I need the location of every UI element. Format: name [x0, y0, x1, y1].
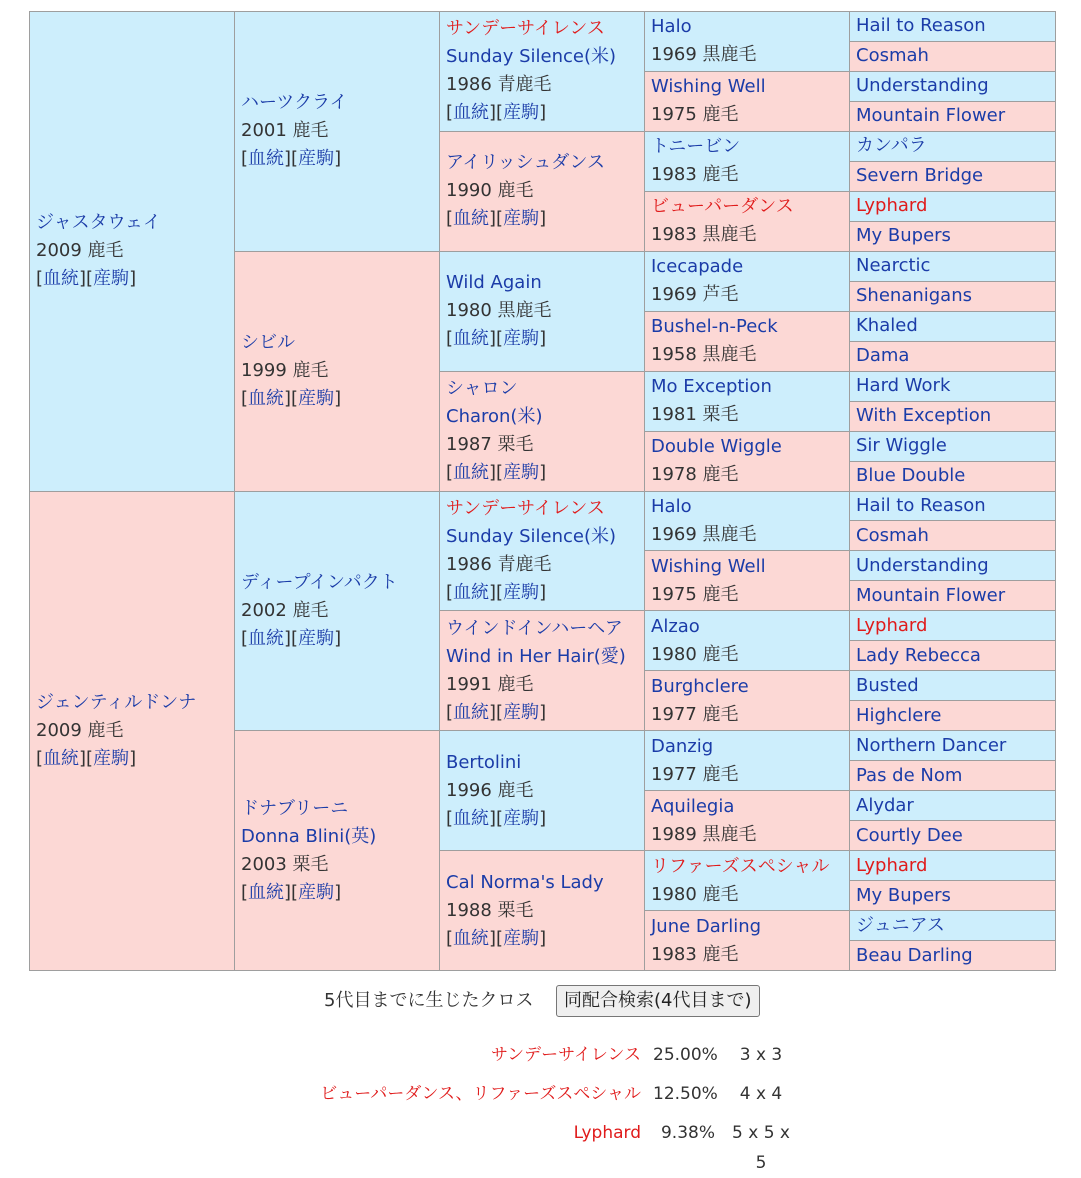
cross-heading: 5代目までに生じたクロス: [324, 990, 534, 1011]
pedigree-cell-gen5: [850, 101, 1056, 131]
horse-name-link[interactable]: Wishing Well: [651, 555, 766, 577]
pedigree-cell-gen4: [645, 311, 850, 371]
offspring-link[interactable]: 産駒: [503, 807, 540, 829]
horse-name-link[interactable]: Mountain Flower: [856, 584, 1006, 606]
horse-name-link[interactable]: Highclere: [856, 704, 942, 726]
horse-name-link[interactable]: ジェンティルドンナ: [36, 691, 197, 713]
offspring-link[interactable]: 産駒: [503, 581, 540, 603]
pedigree-cell-gen3: [440, 851, 645, 971]
pedigree-link[interactable]: 血統: [248, 627, 285, 649]
offspring-link[interactable]: 産駒: [93, 747, 130, 769]
horse-name-link[interactable]: ジュニアス: [856, 914, 945, 936]
pedigree-cell-gen4: [645, 611, 850, 671]
horse-name-link[interactable]: Lady Rebecca: [856, 644, 981, 666]
cross-generations: 3 x 3: [739, 1045, 783, 1065]
pedigree-link[interactable]: 血統: [453, 102, 490, 124]
horse-name-link[interactable]: シビル: [241, 332, 295, 354]
pedigree-cell-gen4: [645, 191, 850, 251]
cross-horse-name[interactable]: Lyphard: [573, 1123, 641, 1143]
horse-name-link[interactable]: Mo Exception: [651, 376, 772, 398]
horse-links: [血統][産駒]: [446, 328, 547, 350]
pedigree-cell-gen2: [235, 12, 440, 252]
pedigree-cell-gen3: [440, 491, 645, 611]
horse-birth-info: 1977 鹿毛: [651, 763, 739, 785]
horse-name-link[interactable]: Cosmah: [856, 524, 929, 546]
pedigree-cell-gen5: [850, 221, 1056, 251]
pedigree-link[interactable]: 血統: [453, 581, 490, 603]
horse-links: [血統][産駒]: [446, 102, 547, 124]
offspring-link[interactable]: 産駒: [503, 328, 540, 350]
pedigree-link[interactable]: 血統: [248, 881, 285, 903]
horse-foreign-name-link[interactable]: Sunday Silence(米): [446, 525, 616, 547]
horse-name-link[interactable]: Burghclere: [651, 675, 749, 697]
horse-links: [血統][産駒]: [446, 581, 547, 603]
pedigree-link[interactable]: 血統: [43, 268, 80, 290]
cross-generations: 5 x 5 x 5: [732, 1123, 790, 1173]
horse-name-link[interactable]: Severn Bridge: [856, 165, 984, 187]
pedigree-cell-gen5: [850, 41, 1056, 71]
horse-name-link[interactable]: ドナブリーニ: [241, 797, 349, 819]
horse-name-link[interactable]: Northern Dancer: [856, 734, 1007, 756]
horse-links: [血統][産駒]: [36, 747, 137, 769]
cross-percent: 25.00%: [653, 1045, 718, 1065]
pedigree-cell-gen4: [645, 71, 850, 131]
pedigree-cell-gen1: [30, 491, 235, 971]
horse-birth-info: 1980 鹿毛: [651, 883, 739, 905]
pedigree-cell-gen5: [850, 851, 1056, 881]
pedigree-cell-gen5: [850, 311, 1056, 341]
horse-name-link[interactable]: Wild Again: [446, 272, 542, 294]
horse-foreign-name-link[interactable]: Donna Blini(英): [241, 825, 377, 847]
same-mating-search-button[interactable]: 同配合検索(4代目まで): [556, 985, 760, 1017]
pedigree-link[interactable]: 血統: [453, 927, 490, 949]
horse-name-link[interactable]: Bertolini: [446, 751, 522, 773]
horse-name-link[interactable]: ウインドインハーヘア: [446, 617, 623, 639]
pedigree-cell-gen5: [850, 761, 1056, 791]
horse-birth-info: 1980 黒鹿毛: [446, 300, 552, 322]
horse-name-link[interactable]: シャロン: [446, 378, 518, 400]
horse-name-link[interactable]: Hail to Reason: [856, 494, 986, 516]
horse-name-link[interactable]: ディープインパクト: [241, 571, 398, 593]
horse-name-link[interactable]: Understanding: [856, 75, 989, 97]
pedigree-cell-gen4: [645, 551, 850, 611]
horse-name-link[interactable]: トニービン: [651, 136, 741, 158]
pedigree-cell-gen4: [645, 911, 850, 971]
horse-name-link[interactable]: Lyphard: [856, 854, 928, 876]
horse-name-link[interactable]: Courtly Dee: [856, 824, 963, 846]
horse-name-link[interactable]: アイリッシュダンス: [446, 152, 605, 174]
offspring-link[interactable]: 産駒: [503, 102, 540, 124]
horse-birth-info: 1991 鹿毛: [446, 673, 534, 695]
horse-foreign-name-link[interactable]: Sunday Silence(米): [446, 46, 616, 68]
horse-birth-info: 1988 栗毛: [446, 899, 534, 921]
horse-links: [血統][産駒]: [446, 807, 547, 829]
cross-generations: 4 x 4: [739, 1084, 783, 1104]
horse-name-link[interactable]: Shenanigans: [856, 285, 972, 307]
pedigree-cell-gen5: [850, 281, 1056, 311]
horse-name-link[interactable]: サンデーサイレンス: [446, 497, 605, 519]
pedigree-cell-gen3: [440, 12, 645, 132]
horse-name-link[interactable]: ジャスタウェイ: [36, 212, 161, 234]
pedigree-cell-gen5: [850, 371, 1056, 401]
horse-birth-info: 2009 鹿毛: [36, 240, 124, 262]
horse-birth-info: 1983 黒鹿毛: [651, 224, 757, 246]
cross-row: [0, 1040, 1081, 1070]
pedigree-cell-gen1: [30, 12, 235, 492]
pedigree-cell-gen5: [850, 941, 1056, 971]
pedigree-cell-gen5: [850, 671, 1056, 701]
horse-links: [血統][産駒]: [446, 208, 547, 230]
horse-foreign-name-link[interactable]: Wind in Her Hair(愛): [446, 645, 626, 667]
offspring-link[interactable]: 産駒: [503, 927, 540, 949]
horse-birth-info: 2003 栗毛: [241, 853, 329, 875]
horse-name-link[interactable]: Cal Norma's Lady: [446, 871, 604, 893]
horse-birth-info: 1975 鹿毛: [651, 104, 739, 126]
pedigree-cell-gen4: [645, 431, 850, 491]
horse-links: [血統][産駒]: [446, 927, 547, 949]
horse-birth-info: 1969 黒鹿毛: [651, 44, 757, 66]
pedigree-cell-gen3: [440, 611, 645, 731]
horse-name-link[interactable]: Nearctic: [856, 255, 931, 277]
cross-row: [0, 1118, 1081, 1173]
pedigree-cell-gen4: [645, 371, 850, 431]
horse-links: [血統][産駒]: [241, 627, 342, 649]
offspring-link[interactable]: 産駒: [503, 701, 540, 723]
horse-name-link[interactable]: Alydar: [856, 794, 914, 816]
pedigree-cell-gen5: [850, 71, 1056, 101]
horse-name-link[interactable]: Lyphard: [856, 195, 928, 217]
pedigree-cell-gen5: [850, 251, 1056, 281]
cross-horse-name[interactable]: ビューパーダンス、リファーズスペシャル: [320, 1084, 641, 1104]
horse-name-link[interactable]: June Darling: [651, 915, 762, 937]
horse-name-link[interactable]: Cosmah: [856, 45, 929, 67]
pedigree-cell-gen5: [850, 191, 1056, 221]
horse-name-link[interactable]: Sir Wiggle: [856, 435, 947, 457]
offspring-link[interactable]: 産駒: [298, 388, 335, 410]
pedigree-cell-gen5: [850, 461, 1056, 491]
horse-birth-info: 1969 黒鹿毛: [651, 523, 757, 545]
pedigree-cell-gen4: [645, 12, 850, 72]
horse-birth-info: 1989 黒鹿毛: [651, 823, 757, 845]
pedigree-link[interactable]: 血統: [453, 328, 490, 350]
horse-birth-info: 1983 鹿毛: [651, 164, 739, 186]
horse-name-link[interactable]: リファーズスペシャル: [651, 855, 830, 877]
offspring-link[interactable]: 産駒: [298, 627, 335, 649]
cross-percent: 9.38%: [660, 1123, 715, 1143]
horse-name-link[interactable]: Aquilegia: [651, 795, 735, 817]
horse-birth-info: 1987 栗毛: [446, 434, 534, 456]
horse-name-link[interactable]: Busted: [856, 674, 919, 696]
pedigree-cell-gen4: [645, 791, 850, 851]
horse-name-link[interactable]: カンパラ: [856, 135, 927, 157]
pedigree-cell-gen5: [850, 521, 1056, 551]
horse-birth-info: 1969 芦毛: [651, 284, 739, 306]
horse-name-link[interactable]: Beau Darling: [856, 944, 973, 966]
pedigree-cell-gen5: [850, 821, 1056, 851]
pedigree-link[interactable]: 血統: [43, 747, 80, 769]
horse-name-link[interactable]: Icecapade: [651, 256, 744, 278]
horse-name-link[interactable]: サンデーサイレンス: [446, 18, 605, 40]
horse-links: [血統][産駒]: [241, 881, 342, 903]
offspring-link[interactable]: 産駒: [503, 208, 540, 230]
pedigree-cell-gen5: [850, 401, 1056, 431]
horse-birth-info: 2009 鹿毛: [36, 719, 124, 741]
horse-birth-info: 1983 鹿毛: [651, 943, 739, 965]
horse-birth-info: 1980 鹿毛: [651, 643, 739, 665]
pedigree-cell-gen4: [645, 131, 850, 191]
horse-birth-info: 1958 黒鹿毛: [651, 344, 757, 366]
pedigree-cell-gen5: [850, 491, 1056, 521]
pedigree-cell-gen5: [850, 641, 1056, 671]
pedigree-cell-gen3: [440, 131, 645, 251]
horse-birth-info: 2002 鹿毛: [241, 599, 329, 621]
pedigree-cell-gen3: [440, 731, 645, 851]
pedigree-cell-gen5: [850, 701, 1056, 731]
pedigree-cell-gen5: [850, 131, 1056, 161]
horse-name-link[interactable]: Danzig: [651, 735, 714, 757]
pedigree-link[interactable]: 血統: [453, 807, 490, 829]
horse-name-link[interactable]: Halo: [651, 16, 692, 38]
pedigree-cell-gen5: [850, 611, 1056, 641]
horse-name-link[interactable]: Understanding: [856, 554, 989, 576]
horse-birth-info: 1986 青鹿毛: [446, 74, 552, 96]
horse-name-link[interactable]: Dama: [856, 345, 910, 367]
horse-name-link[interactable]: Hail to Reason: [856, 15, 986, 37]
horse-birth-info: 2001 鹿毛: [241, 120, 329, 142]
offspring-link[interactable]: 産駒: [298, 881, 335, 903]
horse-birth-info: 1975 鹿毛: [651, 583, 739, 605]
pedigree-cell-gen3: [440, 371, 645, 491]
horse-links: [血統][産駒]: [446, 701, 547, 723]
cross-percent: 12.50%: [653, 1084, 718, 1104]
horse-birth-info: 1981 栗毛: [651, 404, 739, 426]
horse-birth-info: 1977 鹿毛: [651, 703, 739, 725]
horse-name-link[interactable]: Double Wiggle: [651, 436, 782, 458]
horse-name-link[interactable]: My Bupers: [856, 884, 951, 906]
pedigree-cell-gen2: [235, 251, 440, 491]
horse-birth-info: 1999 鹿毛: [241, 360, 329, 382]
pedigree-cell-gen5: [850, 161, 1056, 191]
horse-name-link[interactable]: Bushel-n-Peck: [651, 316, 778, 338]
pedigree-cell-gen5: [850, 731, 1056, 761]
horse-name-link[interactable]: Blue Double: [856, 465, 966, 487]
pedigree-cell-gen2: [235, 491, 440, 731]
pedigree-link[interactable]: 血統: [453, 208, 490, 230]
horse-links: [血統][産駒]: [36, 268, 137, 290]
horse-birth-info: 1996 鹿毛: [446, 779, 534, 801]
horse-links: [血統][産駒]: [241, 148, 342, 170]
horse-name-link[interactable]: My Bupers: [856, 225, 951, 247]
horse-name-link[interactable]: ビューパーダンス: [651, 196, 794, 218]
horse-links: [血統][産駒]: [446, 462, 547, 484]
horse-name-link[interactable]: Alzao: [651, 615, 700, 637]
offspring-link[interactable]: 産駒: [298, 148, 335, 170]
pedigree-cell-gen5: [850, 911, 1056, 941]
pedigree-link[interactable]: 血統: [248, 388, 285, 410]
horse-name-link[interactable]: ハーツクライ: [241, 92, 348, 114]
pedigree-table: [29, 11, 1056, 971]
pedigree-cell-gen4: [645, 671, 850, 731]
pedigree-cell-gen4: [645, 731, 850, 791]
pedigree-cell-gen5: [850, 791, 1056, 821]
horse-name-link[interactable]: Hard Work: [856, 375, 951, 397]
horse-name-link[interactable]: Khaled: [856, 315, 918, 337]
horse-birth-info: 1986 青鹿毛: [446, 553, 552, 575]
horse-name-link[interactable]: With Exception: [856, 405, 992, 427]
horse-birth-info: 1990 鹿毛: [446, 180, 534, 202]
pedigree-cell-gen5: [850, 431, 1056, 461]
pedigree-cell-gen5: [850, 881, 1056, 911]
pedigree-cell-gen5: [850, 12, 1056, 42]
pedigree-cell-gen5: [850, 581, 1056, 611]
pedigree-link[interactable]: 血統: [453, 701, 490, 723]
pedigree-cell-gen4: [645, 851, 850, 911]
cross-horse-name[interactable]: サンデーサイレンス: [490, 1045, 641, 1065]
pedigree-cell-gen4: [645, 491, 850, 551]
horse-name-link[interactable]: Pas de Nom: [856, 764, 963, 786]
horse-foreign-name-link[interactable]: Charon(米): [446, 406, 543, 428]
offspring-link[interactable]: 産駒: [503, 462, 540, 484]
cross-row: [0, 1079, 1081, 1109]
horse-name-link[interactable]: Mountain Flower: [856, 105, 1006, 127]
horse-links: [血統][産駒]: [241, 388, 342, 410]
pedigree-cell-gen2: [235, 731, 440, 971]
pedigree-cell-gen5: [850, 341, 1056, 371]
pedigree-cell-gen3: [440, 251, 645, 371]
pedigree-cell-gen4: [645, 251, 850, 311]
pedigree-cell-gen5: [850, 551, 1056, 581]
horse-name-link[interactable]: Wishing Well: [651, 76, 766, 98]
horse-name-link[interactable]: Halo: [651, 495, 692, 517]
offspring-link[interactable]: 産駒: [93, 268, 130, 290]
horse-name-link[interactable]: Lyphard: [856, 614, 928, 636]
pedigree-link[interactable]: 血統: [453, 462, 490, 484]
horse-birth-info: 1978 鹿毛: [651, 464, 739, 486]
pedigree-link[interactable]: 血統: [248, 148, 285, 170]
